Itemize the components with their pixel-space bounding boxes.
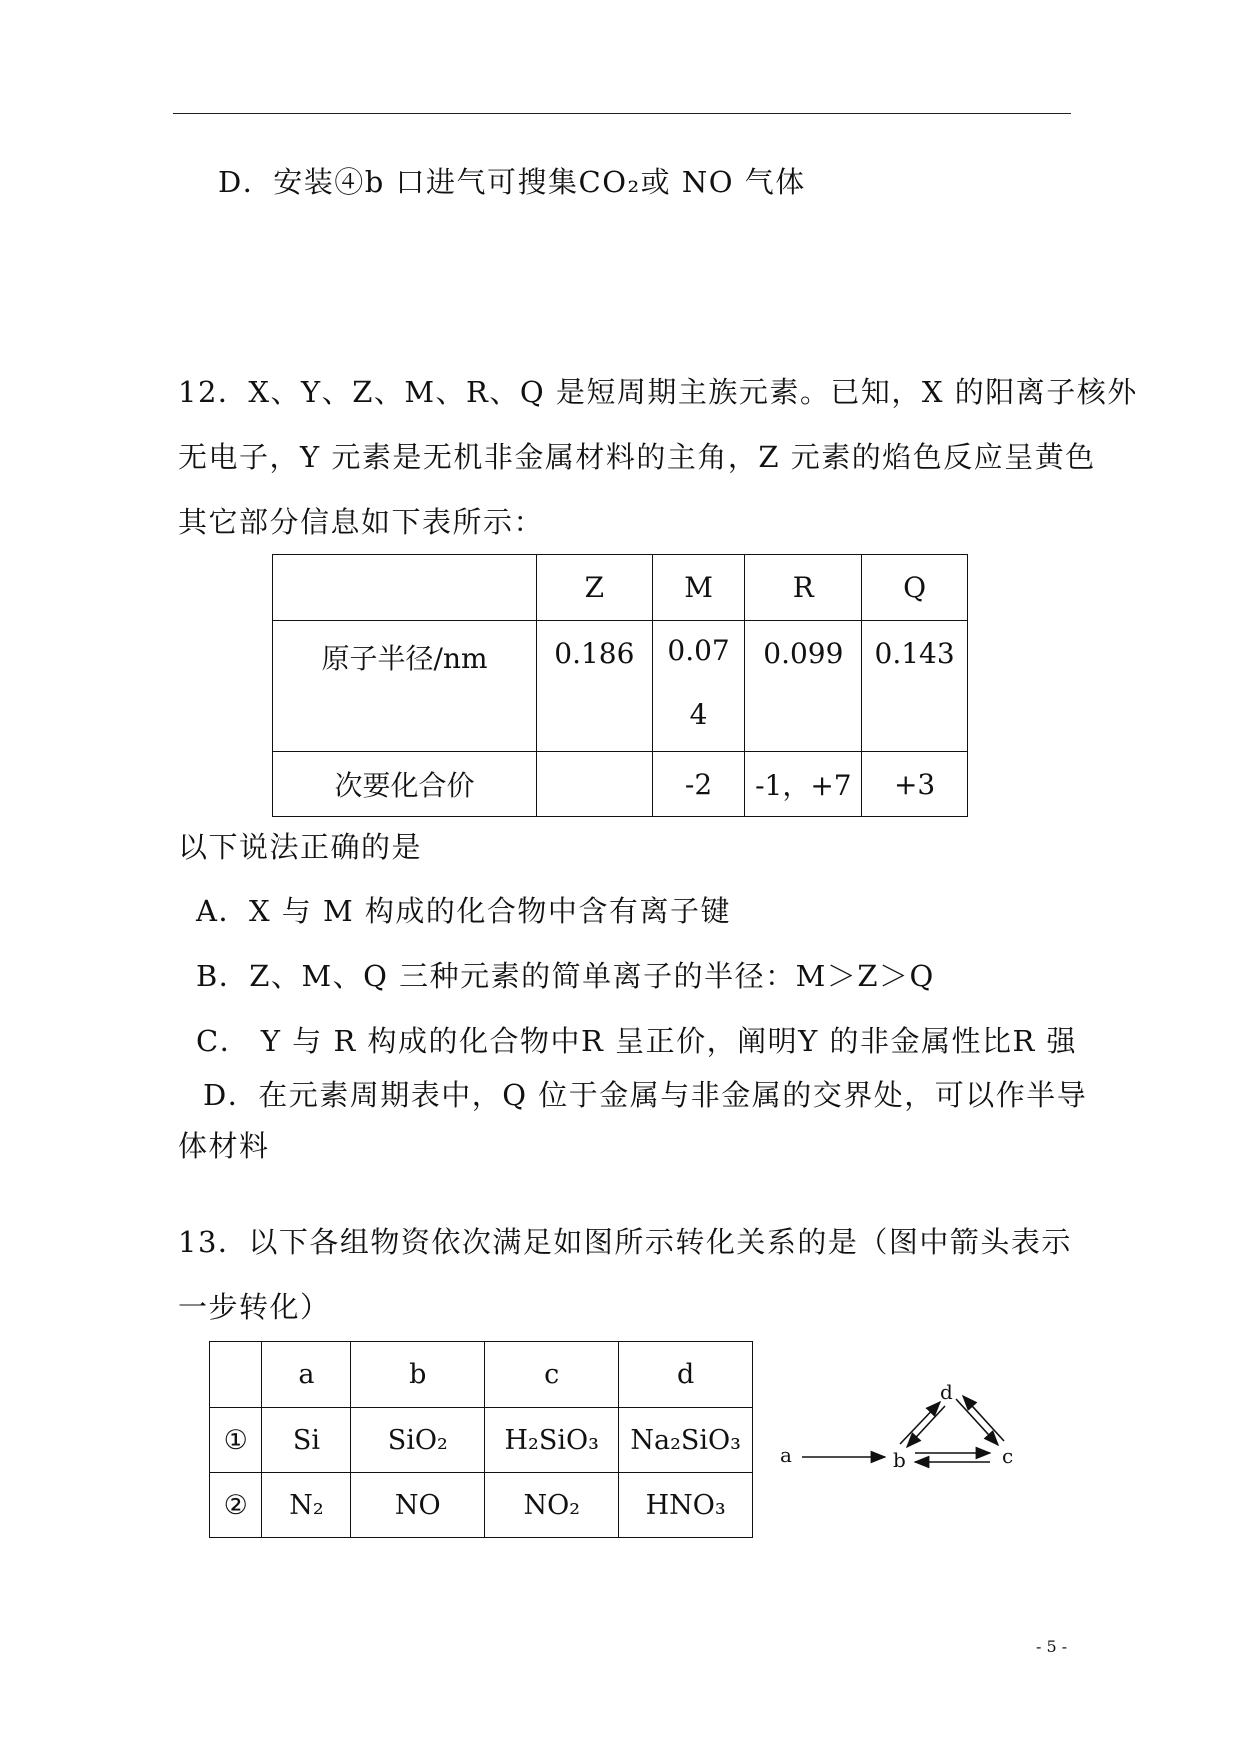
table-row <box>210 1473 753 1538</box>
table-cell: -1，+7 <box>745 752 862 817</box>
table-row-label: ① <box>210 1408 262 1473</box>
arrow-b-to-d <box>900 1402 940 1444</box>
q12-stem-line-1: 12．X、Y、Z、M、R、Q 是短周期主族元素。已知，X 的阳离子核外 <box>178 375 1138 409</box>
table-row <box>210 1342 753 1408</box>
table-row-label: 次要化合价 <box>273 752 537 817</box>
table-header-cell: M <box>652 555 745 621</box>
node-b-label: b <box>893 1448 906 1472</box>
arrow-d-to-c <box>956 1399 998 1445</box>
q12-option-d-line-1: D．在元素周期表中，Q 位于金属与非金属的交界处，可以作半导 <box>203 1078 1088 1112</box>
table-cell-text: 0.07 4 <box>667 634 730 731</box>
page-number: - 5 - <box>1036 1637 1068 1656</box>
q13-stem-line-2: 一步转化） <box>178 1290 331 1324</box>
table-header-cell <box>273 555 537 621</box>
conversion-diagram <box>780 1372 1040 1502</box>
table-cell: 0.186 <box>537 621 653 752</box>
table-cell: -2 <box>652 752 745 817</box>
table-row <box>210 1408 753 1473</box>
node-a-label: a <box>780 1443 792 1467</box>
table-header-cell <box>210 1342 262 1408</box>
table-cell: Na₂SiO₃ <box>619 1408 753 1473</box>
q13-substance-table <box>209 1341 753 1538</box>
q12-question: 以下说法正确的是 <box>178 830 423 864</box>
q12-stem-line-3: 其它部分信息如下表所示： <box>178 505 545 539</box>
table-row-label: ② <box>210 1473 262 1538</box>
table-cell: NO₂ <box>485 1473 619 1538</box>
table-header-cell: d <box>619 1342 753 1408</box>
table-header-cell: Q <box>862 555 968 621</box>
table-cell: N₂ <box>262 1473 351 1538</box>
table-header-cell: c <box>485 1342 619 1408</box>
header-rule <box>173 113 1071 114</box>
table-cell <box>652 621 745 752</box>
table-cell: 0.099 <box>745 621 862 752</box>
table-cell: H₂SiO₃ <box>485 1408 619 1473</box>
table-cell: HNO₃ <box>619 1473 753 1538</box>
arrow-d-to-b <box>907 1406 945 1447</box>
table-row <box>273 752 968 817</box>
q11-option-d: D．安装④b 口进气可搜集CO₂或 NO 气体 <box>218 165 806 199</box>
table-cell: NO <box>351 1473 485 1538</box>
arrow-c-to-d <box>963 1396 1004 1441</box>
q12-element-table <box>272 554 968 817</box>
table-cell <box>537 752 653 817</box>
table-header-cell: Z <box>537 555 653 621</box>
table-row <box>273 555 968 621</box>
q12-option-a: A．X 与 M 构成的化合物中含有离子键 <box>196 894 731 928</box>
table-cell: SiO₂ <box>351 1408 485 1473</box>
table-header-cell: R <box>745 555 862 621</box>
q13-stem-line-1: 13．以下各组物资依次满足如图所示转化关系的是（图中箭头表示 <box>178 1225 1072 1259</box>
node-d-label: d <box>940 1380 953 1404</box>
table-row-label: 原子半径/nm <box>273 621 537 752</box>
table-row <box>273 621 968 752</box>
q12-stem-line-2: 无电子，Y 元素是无机非金属材料的主角，Z 元素的焰色反应呈黄色 <box>178 440 1096 474</box>
q12-option-d-line-2: 体材料 <box>178 1129 270 1163</box>
table-cell: +3 <box>862 752 968 817</box>
q12-option-b: B．Z、M、Q 三种元素的简单离子的半径：M＞Z＞Q <box>196 959 935 993</box>
q12-option-c: C． Y 与 R 构成的化合物中R 呈正价，阐明Y 的非金属性比R 强 <box>196 1024 1078 1058</box>
table-header-cell: b <box>351 1342 485 1408</box>
node-c-label: c <box>1002 1444 1014 1468</box>
table-header-cell: a <box>262 1342 351 1408</box>
table-cell: 0.143 <box>862 621 968 752</box>
table-cell: Si <box>262 1408 351 1473</box>
